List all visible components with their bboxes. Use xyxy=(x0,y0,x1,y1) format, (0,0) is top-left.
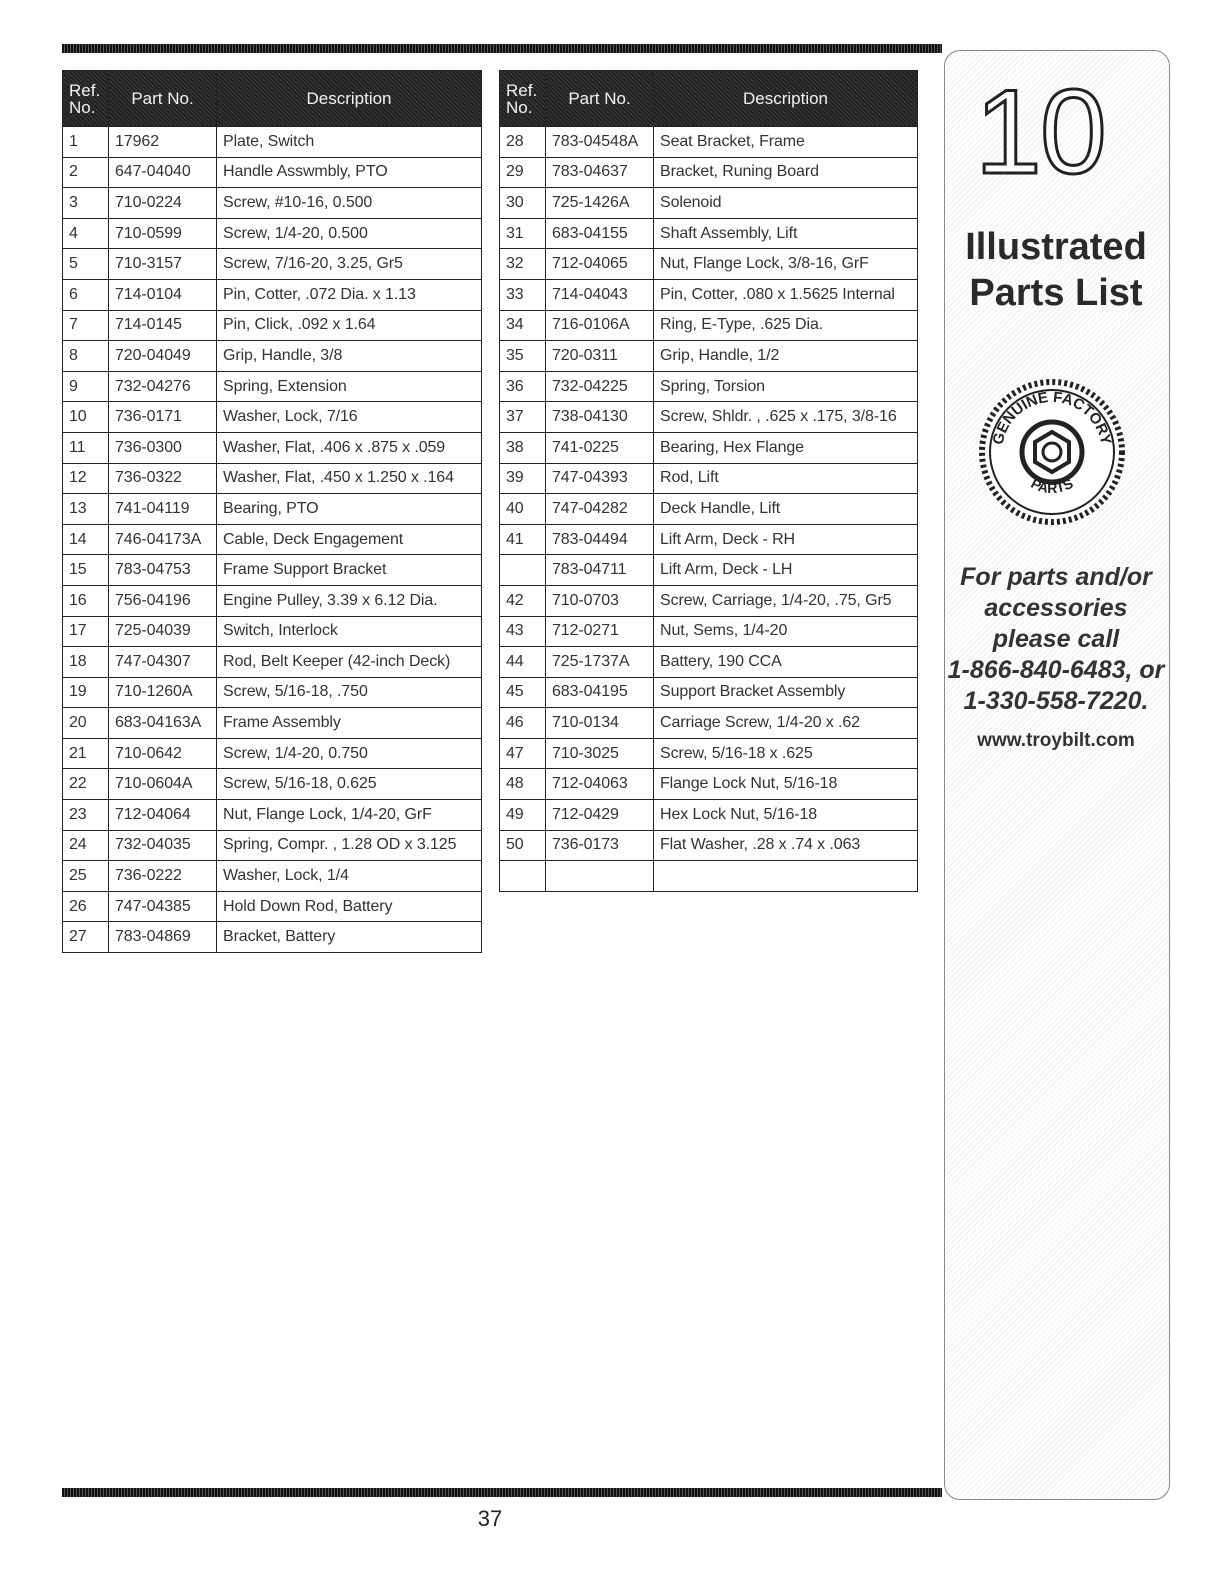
description-cell: Lift Arm, Deck - LH xyxy=(654,555,918,586)
description-cell: Washer, Lock, 7/16 xyxy=(217,402,482,433)
ref-no-cell: 13 xyxy=(63,494,109,525)
table-row xyxy=(500,585,918,616)
ref-no-cell: 23 xyxy=(63,800,109,831)
part-no-cell: 747-04307 xyxy=(109,647,217,678)
description-cell: Spring, Extension xyxy=(217,371,482,402)
ref-no-cell: 10 xyxy=(63,402,109,433)
description-cell: Hex Lock Nut, 5/16-18 xyxy=(654,800,918,831)
col-header-part: Part No. xyxy=(546,71,654,127)
genuine-factory-parts-seal-icon xyxy=(978,378,1126,526)
part-no-cell: 732-04225 xyxy=(546,371,654,402)
part-no-cell: 732-04276 xyxy=(109,371,217,402)
website-link[interactable]: www.troybilt.com xyxy=(977,730,1135,751)
ref-no-cell: 47 xyxy=(500,738,546,769)
table-row xyxy=(500,861,918,892)
table-row xyxy=(63,555,482,586)
description-cell: Grip, Handle, 3/8 xyxy=(217,341,482,372)
part-no-cell: 736-0300 xyxy=(109,432,217,463)
ref-no-cell: 41 xyxy=(500,524,546,555)
table-row xyxy=(500,800,918,831)
table-row xyxy=(500,157,918,188)
ref-no-cell: 3 xyxy=(63,188,109,219)
part-no-cell: 783-04548A xyxy=(546,127,654,158)
ref-no-cell: 12 xyxy=(63,463,109,494)
description-cell: Seat Bracket, Frame xyxy=(654,127,918,158)
bottom-rule xyxy=(62,1488,942,1497)
table-row xyxy=(63,157,482,188)
description-cell: Screw, 5/16-18, 0.625 xyxy=(217,769,482,800)
part-no-cell: 712-0271 xyxy=(546,616,654,647)
table-row xyxy=(63,188,482,219)
table-row xyxy=(63,800,482,831)
part-no-cell: 716-0106A xyxy=(546,310,654,341)
section-title-line2: Parts List xyxy=(969,272,1143,314)
ref-no-cell: 37 xyxy=(500,402,546,433)
table-row xyxy=(63,494,482,525)
description-cell: Ring, E-Type, .625 Dia. xyxy=(654,310,918,341)
ref-no-cell: 42 xyxy=(500,585,546,616)
contact-line: For parts and/or xyxy=(960,563,1152,591)
ref-no-cell: 22 xyxy=(63,769,109,800)
ref-no-cell: 17 xyxy=(63,616,109,647)
part-no-cell: 710-0134 xyxy=(546,708,654,739)
description-cell: Solenoid xyxy=(654,188,918,219)
table-row xyxy=(500,738,918,769)
col-header-desc: Description xyxy=(654,71,918,127)
part-no-cell: 725-04039 xyxy=(109,616,217,647)
description-cell: Switch, Interlock xyxy=(217,616,482,647)
ref-no-cell: 8 xyxy=(63,341,109,372)
description-cell: Plate, Switch xyxy=(217,127,482,158)
table-row xyxy=(500,524,918,555)
part-no-cell xyxy=(546,861,654,892)
description-cell: Pin, Click, .092 x 1.64 xyxy=(217,310,482,341)
ref-no-cell: 18 xyxy=(63,647,109,678)
part-no-cell: 746-04173A xyxy=(109,524,217,555)
description-cell: Screw, Carriage, 1/4-20, .75, Gr5 xyxy=(654,585,918,616)
table-row xyxy=(63,463,482,494)
table-row xyxy=(63,616,482,647)
table-row xyxy=(63,861,482,892)
description-cell: Frame Support Bracket xyxy=(217,555,482,586)
table-row xyxy=(63,127,482,158)
section-number-digit: 1 xyxy=(975,65,1042,199)
ref-no-cell: 34 xyxy=(500,310,546,341)
part-no-cell: 710-3025 xyxy=(546,738,654,769)
table-row xyxy=(500,249,918,280)
table-row xyxy=(500,218,918,249)
description-cell: Rod, Belt Keeper (42-inch Deck) xyxy=(217,647,482,678)
table-row xyxy=(500,647,918,678)
section-title-line1: Illustrated xyxy=(965,226,1147,268)
table-row xyxy=(63,647,482,678)
table-row xyxy=(500,494,918,525)
ref-no-cell: 6 xyxy=(63,279,109,310)
part-no-cell: 783-04711 xyxy=(546,555,654,586)
ref-no-cell: 28 xyxy=(500,127,546,158)
ref-no-cell: 25 xyxy=(63,861,109,892)
description-cell: Cable, Deck Engagement xyxy=(217,524,482,555)
ref-no-cell: 14 xyxy=(63,524,109,555)
part-no-cell: 714-0104 xyxy=(109,279,217,310)
description-cell: Support Bracket Assembly xyxy=(654,677,918,708)
ref-no-cell: 16 xyxy=(63,585,109,616)
description-cell: Flange Lock Nut, 5/16-18 xyxy=(654,769,918,800)
part-no-cell: 783-04637 xyxy=(546,157,654,188)
ref-no-cell xyxy=(500,555,546,586)
table-row xyxy=(500,677,918,708)
description-cell xyxy=(654,861,918,892)
part-no-cell: 710-0642 xyxy=(109,738,217,769)
description-cell: Bracket, Runing Board xyxy=(654,157,918,188)
part-no-cell: 712-0429 xyxy=(546,800,654,831)
col-header-desc: Description xyxy=(217,71,482,127)
part-no-cell: 712-04065 xyxy=(546,249,654,280)
ref-no-cell: 48 xyxy=(500,769,546,800)
part-no-cell: 720-04049 xyxy=(109,341,217,372)
top-rule xyxy=(62,44,942,53)
ref-no-cell: 40 xyxy=(500,494,546,525)
table-row xyxy=(63,585,482,616)
ref-no-cell: 4 xyxy=(63,218,109,249)
seal-text-top: GENUINE FACTORY xyxy=(989,388,1115,447)
table-row xyxy=(500,279,918,310)
ref-no-cell: 20 xyxy=(63,708,109,739)
part-no-cell: 710-0703 xyxy=(546,585,654,616)
page-number: 37 xyxy=(477,1506,503,1531)
ref-no-cell: 5 xyxy=(63,249,109,280)
table-row xyxy=(63,708,482,739)
ref-no-cell: 32 xyxy=(500,249,546,280)
part-no-cell: 747-04385 xyxy=(109,891,217,922)
ref-no-cell: 31 xyxy=(500,218,546,249)
description-cell: Screw, 5/16-18, .750 xyxy=(217,677,482,708)
table-row xyxy=(63,279,482,310)
table-row xyxy=(500,555,918,586)
table-row xyxy=(63,371,482,402)
table-header-row xyxy=(63,71,482,127)
col-header-part: Part No. xyxy=(109,71,217,127)
parts-table-right xyxy=(499,70,918,892)
part-no-cell: 741-04119 xyxy=(109,494,217,525)
part-no-cell: 683-04163A xyxy=(109,708,217,739)
ref-no-cell: 49 xyxy=(500,800,546,831)
part-no-cell: 738-04130 xyxy=(546,402,654,433)
ref-no-cell xyxy=(500,861,546,892)
contact-line: accessories xyxy=(984,594,1128,622)
ref-no-cell: 27 xyxy=(63,922,109,953)
description-cell: Bearing, PTO xyxy=(217,494,482,525)
ref-no-cell: 33 xyxy=(500,279,546,310)
seal-text-bottom: PARTS xyxy=(1028,474,1076,496)
ref-no-cell: 24 xyxy=(63,830,109,861)
part-no-cell: 756-04196 xyxy=(109,585,217,616)
part-no-cell: 736-0171 xyxy=(109,402,217,433)
description-cell: Deck Handle, Lift xyxy=(654,494,918,525)
phone-number: 1-330-558-7220. xyxy=(963,687,1149,715)
part-no-cell: 710-1260A xyxy=(109,677,217,708)
description-cell: Washer, Flat, .450 x 1.250 x .164 xyxy=(217,463,482,494)
table-row xyxy=(63,922,482,953)
description-cell: Spring, Torsion xyxy=(654,371,918,402)
description-cell: Nut, Flange Lock, 3/8-16, GrF xyxy=(654,249,918,280)
description-cell: Washer, Lock, 1/4 xyxy=(217,861,482,892)
table-row xyxy=(63,218,482,249)
part-no-cell: 710-3157 xyxy=(109,249,217,280)
description-cell: Spring, Compr. , 1.28 OD x 3.125 xyxy=(217,830,482,861)
description-cell: Nut, Flange Lock, 1/4-20, GrF xyxy=(217,800,482,831)
contact-callout xyxy=(944,562,1168,717)
table-row xyxy=(500,708,918,739)
table-row xyxy=(500,341,918,372)
description-cell: Washer, Flat, .406 x .875 x .059 xyxy=(217,432,482,463)
description-cell: Engine Pulley, 3.39 x 6.12 Dia. xyxy=(217,585,482,616)
table-row xyxy=(63,249,482,280)
section-number-digit: 0 xyxy=(1040,65,1107,199)
ref-no-cell: 44 xyxy=(500,647,546,678)
table-row xyxy=(500,769,918,800)
table-row xyxy=(63,738,482,769)
ref-no-cell: 26 xyxy=(63,891,109,922)
table-row xyxy=(500,310,918,341)
ref-no-cell: 35 xyxy=(500,341,546,372)
part-no-cell: 683-04155 xyxy=(546,218,654,249)
table-row xyxy=(63,769,482,800)
ref-no-cell: 30 xyxy=(500,188,546,219)
description-cell: Screw, #10-16, 0.500 xyxy=(217,188,482,219)
table-row xyxy=(500,371,918,402)
ref-no-cell: 2 xyxy=(63,157,109,188)
description-cell: Nut, Sems, 1/4-20 xyxy=(654,616,918,647)
description-cell: Lift Arm, Deck - RH xyxy=(654,524,918,555)
col-header-ref: Ref. No. xyxy=(63,71,109,127)
part-no-cell: 720-0311 xyxy=(546,341,654,372)
table-row xyxy=(500,463,918,494)
description-cell: Carriage Screw, 1/4-20 x .62 xyxy=(654,708,918,739)
ref-no-cell: 11 xyxy=(63,432,109,463)
part-no-cell: 710-0224 xyxy=(109,188,217,219)
table-row xyxy=(63,432,482,463)
part-no-cell: 736-0173 xyxy=(546,830,654,861)
description-cell: Rod, Lift xyxy=(654,463,918,494)
part-no-cell: 747-04282 xyxy=(546,494,654,525)
table-row xyxy=(63,402,482,433)
table-row xyxy=(500,616,918,647)
ref-no-cell: 50 xyxy=(500,830,546,861)
description-cell: Pin, Cotter, .072 Dia. x 1.13 xyxy=(217,279,482,310)
description-cell: Battery, 190 CCA xyxy=(654,647,918,678)
description-cell: Screw, 1/4-20, 0.500 xyxy=(217,218,482,249)
table-row xyxy=(63,524,482,555)
part-no-cell: 783-04494 xyxy=(546,524,654,555)
table-header-row xyxy=(500,71,918,127)
part-no-cell: 712-04064 xyxy=(109,800,217,831)
ref-no-cell: 15 xyxy=(63,555,109,586)
description-cell: Hold Down Rod, Battery xyxy=(217,891,482,922)
part-no-cell: 736-0322 xyxy=(109,463,217,494)
description-cell: Screw, 5/16-18 x .625 xyxy=(654,738,918,769)
ref-no-cell: 29 xyxy=(500,157,546,188)
part-no-cell: 725-1426A xyxy=(546,188,654,219)
table-row xyxy=(63,830,482,861)
ref-no-cell: 39 xyxy=(500,463,546,494)
table-row xyxy=(500,830,918,861)
contact-line: please call xyxy=(992,625,1120,653)
part-no-cell: 736-0222 xyxy=(109,861,217,892)
parts-table-left xyxy=(62,70,482,953)
part-no-cell: 647-04040 xyxy=(109,157,217,188)
part-no-cell: 732-04035 xyxy=(109,830,217,861)
description-cell: Handle Asswmbly, PTO xyxy=(217,157,482,188)
part-no-cell: 714-04043 xyxy=(546,279,654,310)
table-row xyxy=(500,188,918,219)
part-no-cell: 714-0145 xyxy=(109,310,217,341)
col-header-ref: Ref. No. xyxy=(500,71,546,127)
description-cell: Pin, Cotter, .080 x 1.5625 Internal xyxy=(654,279,918,310)
description-cell: Frame Assembly xyxy=(217,708,482,739)
table-row xyxy=(63,341,482,372)
table-row xyxy=(500,127,918,158)
ref-no-cell: 7 xyxy=(63,310,109,341)
part-no-cell: 710-0604A xyxy=(109,769,217,800)
part-no-cell: 741-0225 xyxy=(546,432,654,463)
phone-number: 1-866-840-6483, or xyxy=(947,656,1165,684)
part-no-cell: 710-0599 xyxy=(109,218,217,249)
ref-no-cell: 45 xyxy=(500,677,546,708)
table-row xyxy=(63,891,482,922)
description-cell: Bearing, Hex Flange xyxy=(654,432,918,463)
ref-no-cell: 38 xyxy=(500,432,546,463)
description-cell: Screw, 7/16-20, 3.25, Gr5 xyxy=(217,249,482,280)
description-cell: Shaft Assembly, Lift xyxy=(654,218,918,249)
table-row xyxy=(500,432,918,463)
part-no-cell: 783-04869 xyxy=(109,922,217,953)
part-no-cell: 725-1737A xyxy=(546,647,654,678)
table-row xyxy=(63,310,482,341)
ref-no-cell: 19 xyxy=(63,677,109,708)
part-no-cell: 17962 xyxy=(109,127,217,158)
description-cell: Bracket, Battery xyxy=(217,922,482,953)
description-cell: Screw, Shldr. , .625 x .175, 3/8-16 xyxy=(654,402,918,433)
part-no-cell: 712-04063 xyxy=(546,769,654,800)
part-no-cell: 683-04195 xyxy=(546,677,654,708)
description-cell: Screw, 1/4-20, 0.750 xyxy=(217,738,482,769)
table-row xyxy=(63,677,482,708)
ref-no-cell: 1 xyxy=(63,127,109,158)
description-cell: Grip, Handle, 1/2 xyxy=(654,341,918,372)
ref-no-cell: 9 xyxy=(63,371,109,402)
part-no-cell: 747-04393 xyxy=(546,463,654,494)
ref-no-cell: 43 xyxy=(500,616,546,647)
description-cell: Flat Washer, .28 x .74 x .063 xyxy=(654,830,918,861)
ref-no-cell: 46 xyxy=(500,708,546,739)
table-row xyxy=(500,402,918,433)
ref-no-cell: 21 xyxy=(63,738,109,769)
ref-no-cell: 36 xyxy=(500,371,546,402)
part-no-cell: 783-04753 xyxy=(109,555,217,586)
